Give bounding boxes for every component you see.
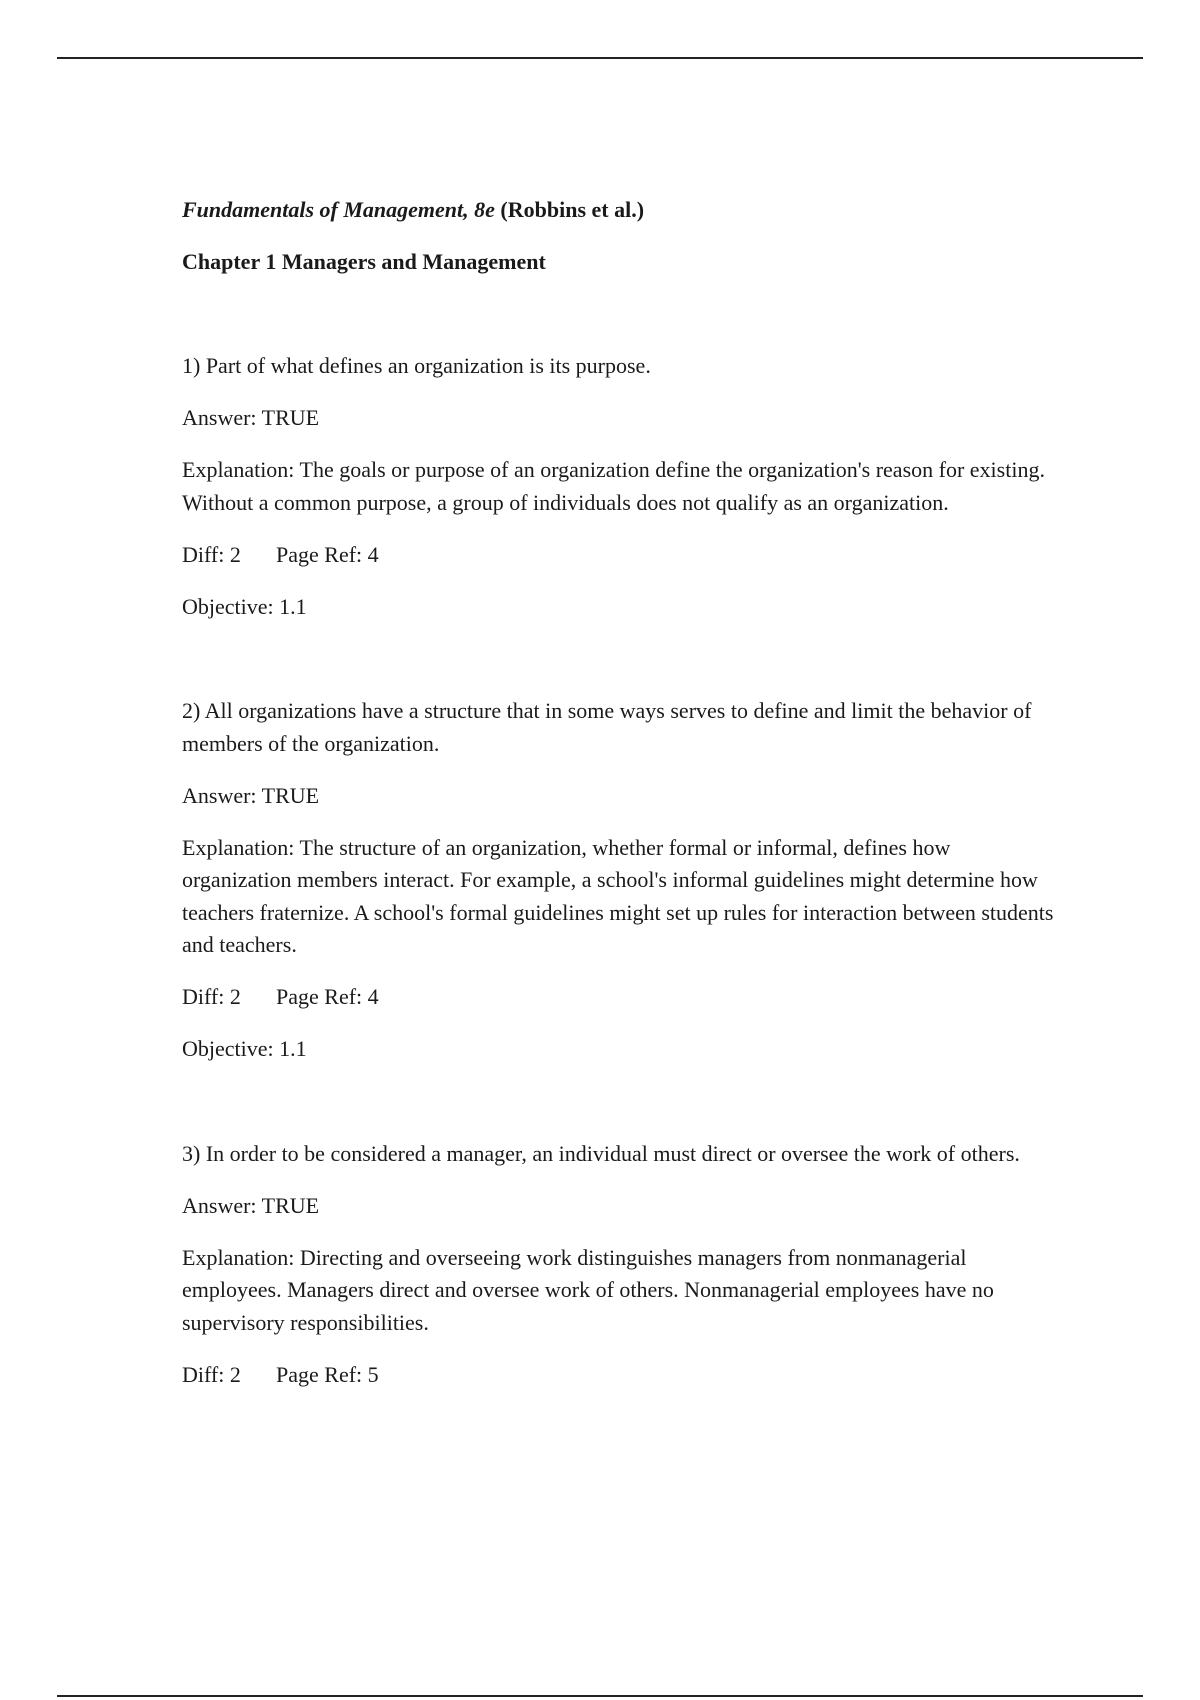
difficulty-line — [182, 539, 1062, 572]
difficulty-line — [182, 981, 1062, 1014]
answer-text: Answer: TRUE — [182, 782, 320, 808]
book-title-line — [182, 194, 1062, 226]
explanation-text: Explanation: Directing and overseeing work distinguishes managers from nonmanagerial employees. Managers direct and oversee work of others. Nonmanagerial employees have no supervisory responsibilities. — [182, 1244, 994, 1335]
objective-text: Objective: 1.1 — [182, 593, 307, 619]
objective-text: Objective: 1.1 — [182, 1036, 307, 1061]
difficulty-line — [182, 1359, 1062, 1392]
difficulty-value: Diff: 2 — [182, 541, 241, 567]
top-rule — [57, 57, 1143, 59]
page-ref-value: Page Ref: 4 — [276, 541, 379, 567]
answer-text: Answer: TRUE — [182, 405, 320, 430]
page-ref-value: Page Ref: 5 — [276, 1361, 379, 1387]
explanation-text: Explanation: The structure of an organization, whether formal or informal, defines how organization members interact. For example, a school's informal guidelines might determine how teachers fraternize. A school's formal guidelines might set up rules for interaction between students and teachers. — [182, 834, 1054, 957]
book-authors: (Robbins et al.) — [494, 197, 645, 222]
bottom-rule — [57, 1695, 1143, 1697]
difficulty-value: Diff: 2 — [182, 984, 241, 1009]
question-block-2 — [182, 695, 1062, 1066]
explanation-text: Explanation: The goals or purpose of an organization define the organization's reason for existing. Without a common purpose, a group of individuals does not qualify as an organization. — [182, 457, 1045, 515]
question-block-1 — [182, 350, 1062, 623]
document-body — [182, 194, 1062, 1463]
book-title: Fundamentals of Management, 8e — [182, 197, 495, 222]
question-text: 2) All organizations have a structure that in some ways serves to define and limit the behavior of members of the organization. — [182, 698, 1032, 756]
difficulty-value: Diff: 2 — [182, 1361, 241, 1387]
question-text: 3) In order to be considered a manager, an individual must direct or oversee the work of others. — [182, 1140, 1020, 1166]
question-block-3 — [182, 1138, 1062, 1392]
chapter-heading: Chapter 1 Managers and Management — [182, 249, 546, 274]
question-text: 1) Part of what defines an organization is its purpose. — [182, 353, 651, 378]
page-ref-value: Page Ref: 4 — [276, 984, 379, 1009]
answer-text: Answer: TRUE — [182, 1192, 320, 1218]
